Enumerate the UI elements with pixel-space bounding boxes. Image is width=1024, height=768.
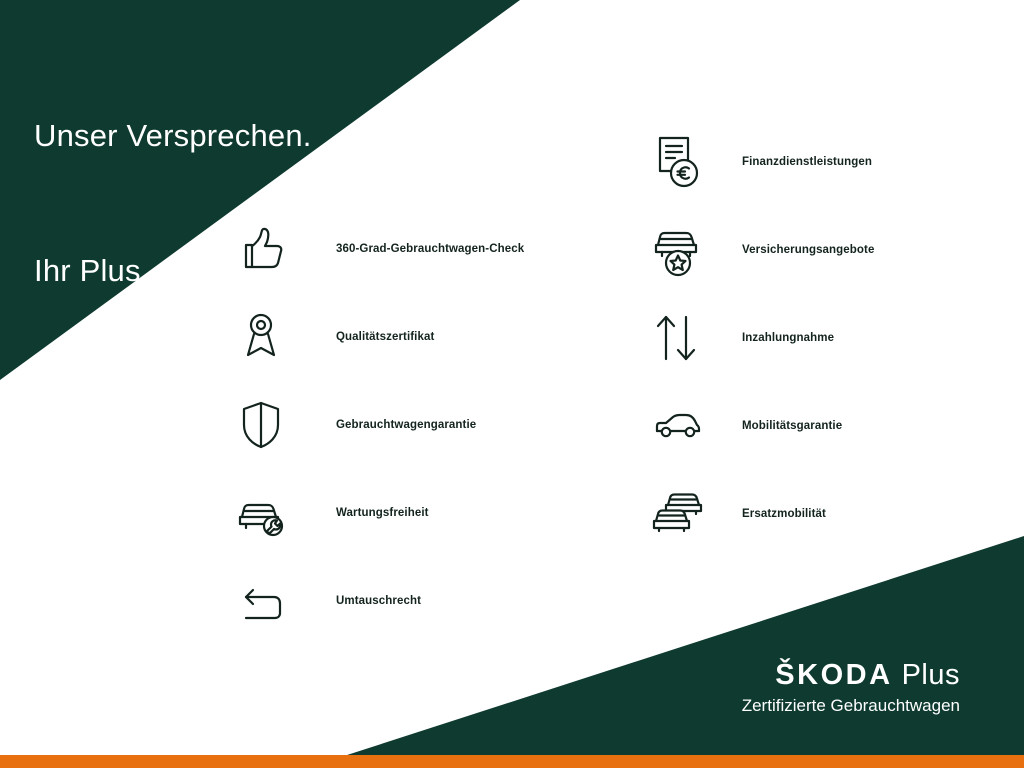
benefit-item <box>648 382 874 470</box>
benefits-column-right <box>648 118 874 558</box>
benefit-label: Finanzdienstleistungen <box>742 156 872 168</box>
benefit-item <box>648 470 874 558</box>
brand-plus: Plus <box>901 659 960 692</box>
benefit-item <box>232 293 524 381</box>
benefit-item <box>232 381 524 469</box>
brand-lockup <box>742 660 960 716</box>
headline-line-2: Ihr Plus. <box>34 252 150 288</box>
return-arrow-icon <box>232 570 298 632</box>
benefit-label: Versicherungsangebote <box>742 244 875 256</box>
brand-mark: ŠKODA <box>775 659 893 692</box>
benefits-column-left <box>232 205 524 645</box>
benefit-label: Umtauschrecht <box>336 595 422 607</box>
headline-line-1: Unser Versprechen. <box>34 117 312 153</box>
car-wrench-icon <box>232 482 298 544</box>
two-cars-icon <box>648 483 714 545</box>
benefit-label: Ersatzmobilität <box>742 508 826 520</box>
benefit-label: Gebrauchtwagengarantie <box>336 419 477 431</box>
benefit-item <box>648 206 874 294</box>
orange-accent-bar <box>0 755 1024 768</box>
brand-subtitle: Zertifizierte Gebrauchtwagen <box>741 696 960 715</box>
benefit-item <box>232 557 524 645</box>
benefit-item <box>232 469 524 557</box>
document-euro-icon <box>648 131 714 193</box>
shield-icon <box>232 394 298 456</box>
car-side-icon <box>648 395 714 457</box>
benefit-label: Mobilitätsgarantie <box>742 420 843 432</box>
benefit-label: Inzahlungnahme <box>742 332 835 344</box>
up-down-arrows-icon <box>648 307 714 369</box>
benefit-label: 360-Grad-Gebrauchtwagen-Check <box>336 243 525 255</box>
benefit-item <box>648 294 874 382</box>
thumbs-up-icon <box>232 218 298 280</box>
benefit-item <box>648 118 874 206</box>
certificate-rosette-icon <box>232 306 298 368</box>
benefit-label: Qualitätszertifikat <box>336 331 435 343</box>
benefit-item <box>232 205 524 293</box>
car-star-icon <box>648 219 714 281</box>
brand-name-row <box>742 660 960 692</box>
benefit-label: Wartungsfreiheit <box>336 507 429 519</box>
